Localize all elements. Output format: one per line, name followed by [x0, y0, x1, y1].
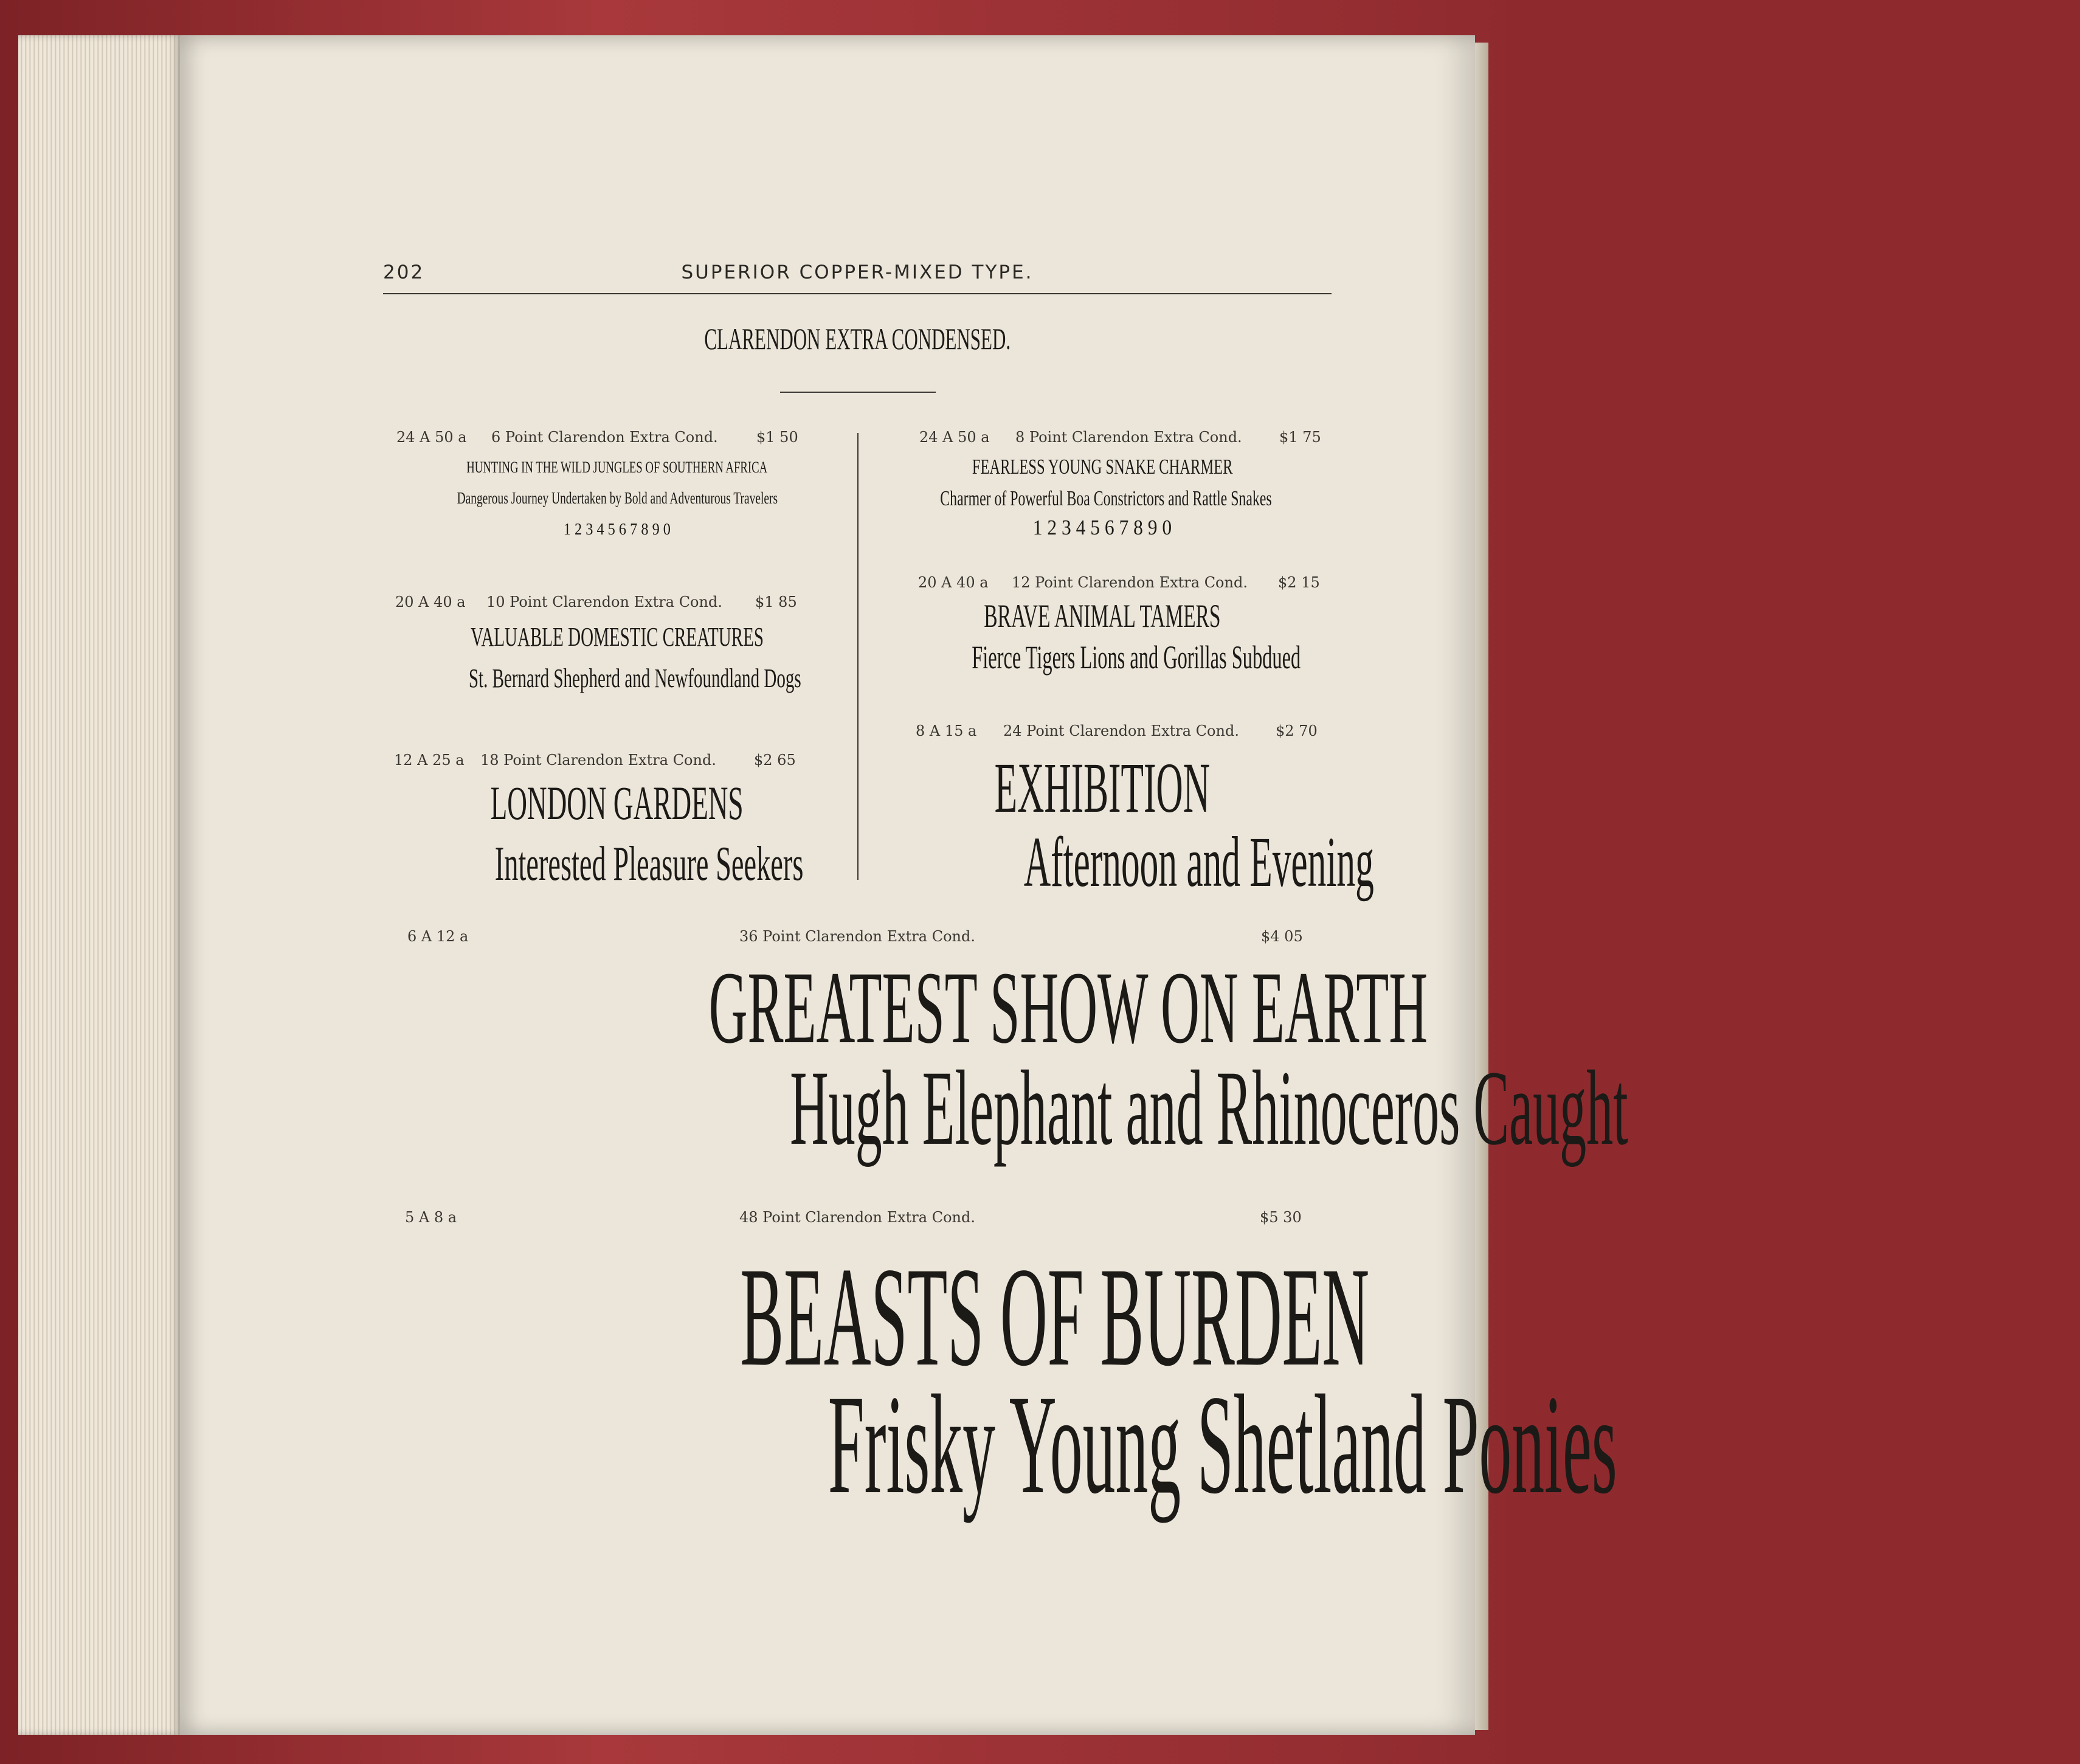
spec8-size-label: 8 Point Clarendon Extra Cond.	[1015, 429, 1242, 446]
spec24-price: $2 70	[1276, 722, 1318, 739]
spec24-size-label: 24 Point Clarendon Extra Cond.	[1003, 722, 1239, 739]
spec8-price: $1 75	[1279, 429, 1321, 446]
spec18-fonts: 12 A 25 a	[394, 752, 465, 769]
spec12-price: $2 15	[1278, 574, 1320, 591]
spec6-line2: Dangerous Journey Undertaken by Bold and Adventurous Travelers	[457, 489, 778, 507]
spec12-size-label: 12 Point Clarendon Extra Cond.	[1012, 574, 1248, 591]
spec8-fonts: 24 A 50 a	[919, 429, 990, 446]
section-title: CLARENDON EXTRA CONDENSED.	[704, 322, 1011, 356]
spec24-fonts: 8 A 15 a	[916, 722, 977, 739]
column-divider	[857, 433, 859, 880]
page-edges	[18, 35, 181, 1735]
title-wrap	[383, 321, 1332, 356]
spec36-line1: GREATEST SHOW ON EARTH	[708, 950, 1428, 1065]
spec48-fonts: 5 A 8 a	[405, 1209, 457, 1226]
spec36-price: $4 05	[1261, 928, 1303, 945]
spec8-line2: Charmer of Powerful Boa Constrictors and Rattle Snakes	[940, 486, 1272, 510]
spec48-line1: BEASTS OF BURDEN	[740, 1237, 1370, 1396]
spec48-line2: Frisky Young Shetland Ponies	[828, 1365, 1617, 1523]
spec6-size-label: 6 Point Clarendon Extra Cond.	[491, 429, 718, 446]
spec24-line2: Afternoon and Evening	[1023, 822, 1374, 902]
running-title: SUPERIOR COPPER-MIXED TYPE.	[681, 261, 1034, 283]
spec36-line2: Hugh Elephant and Rhinoceros Caught	[790, 1049, 1628, 1167]
spec6-fonts: 24 A 50 a	[396, 429, 467, 446]
spec24-line1: EXHIBITION	[994, 748, 1211, 828]
spec10-line2: St. Bernard Shepherd and Newfoundland Dogs	[468, 663, 801, 693]
spec12-line1: BRAVE ANIMAL TAMERS	[984, 598, 1221, 634]
spec48-size-label: 48 Point Clarendon Extra Cond.	[739, 1209, 975, 1226]
spec10-line1: VALUABLE DOMESTIC CREATURES	[471, 622, 764, 652]
spec10-fonts: 20 A 40 a	[395, 593, 466, 610]
page-number: 202	[383, 261, 425, 283]
spec8-line3: 1 2 3 4 5 6 7 8 9 0	[1032, 516, 1172, 539]
spec10-size-label: 10 Point Clarendon Extra Cond.	[486, 593, 722, 610]
spec18-line1: LONDON GARDENS	[491, 777, 744, 829]
title-rule	[780, 392, 936, 393]
spec12-fonts: 20 A 40 a	[918, 574, 989, 591]
spec8-line1: FEARLESS YOUNG SNAKE CHARMER	[972, 455, 1233, 479]
spec18-line2: Interested Pleasure Seekers	[494, 837, 804, 891]
spec36-size-label: 36 Point Clarendon Extra Cond.	[739, 928, 975, 945]
spec18-size-label: 18 Point Clarendon Extra Cond.	[480, 752, 716, 769]
header-rule	[383, 293, 1332, 294]
spec36-fonts: 6 A 12 a	[407, 928, 469, 945]
spec6-line1: HUNTING IN THE WILD JUNGLES OF SOUTHERN AFRICA	[466, 458, 768, 476]
spec48-price: $5 30	[1260, 1209, 1302, 1226]
spec10-price: $1 85	[755, 593, 797, 610]
spec6-price: $1 50	[756, 429, 798, 446]
spec6-line3: 1 2 3 4 5 6 7 8 9 0	[563, 520, 671, 538]
spec12-line2: Fierce Tigers Lions and Gorillas Subdued	[972, 639, 1301, 676]
spec18-price: $2 65	[754, 752, 796, 769]
